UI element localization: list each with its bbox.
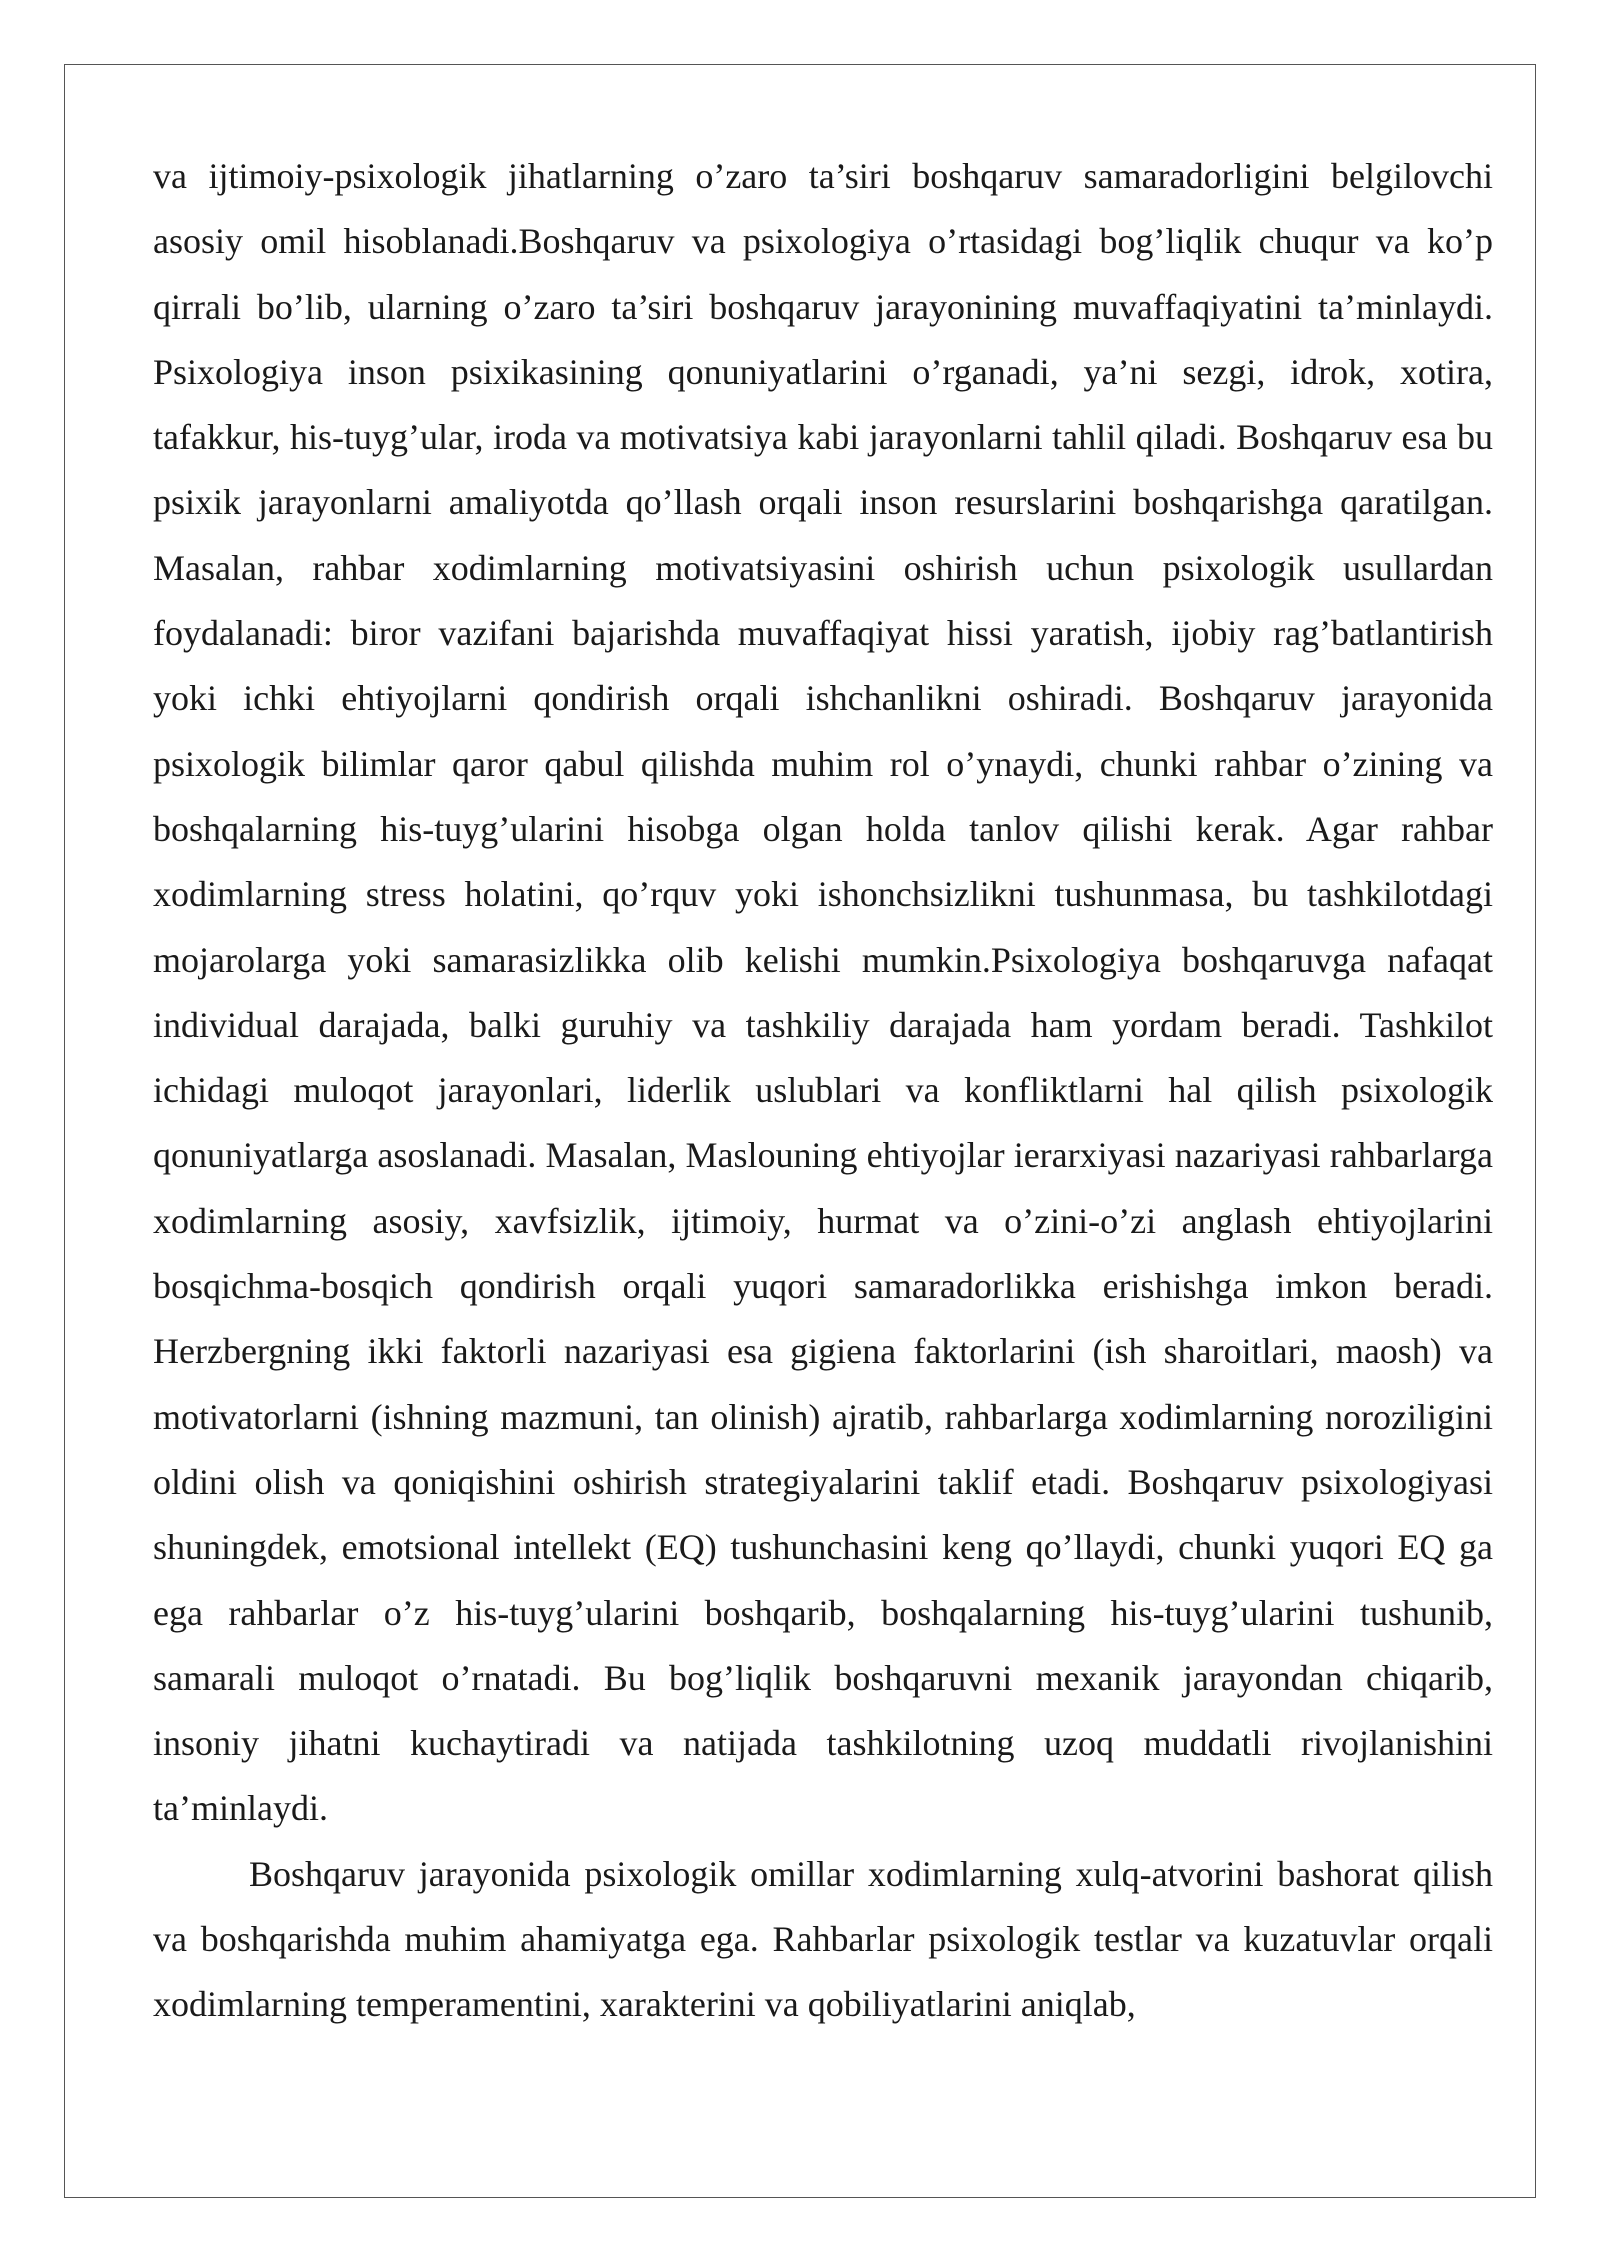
paragraph-1: va ijtimoiy-psixologik jihatlarning o’zaro ta’siri boshqaruv samaradorligini belgilovchi asosiy omil hisoblanadi.Boshqaruv va psixologiya o’rtasidagi bog’liqlik chuqur va ko’p qirrali bo’lib, ularning o’zaro ta’siri boshqaruv jarayonining muvaffaqiyatini ta’minlaydi. Psixologiya inson psixikasining qonuniyatlarini o’rganadi, ya’ni sezgi, idrok, xotira, tafakkur, his-tuyg’ular, iroda va motivatsiya kabi jarayonlarni tahlil qiladi. Boshqaruv esa bu psixik jarayonlarni amaliyotda qo’llash orqali inson resurslarini boshqarishga qaratilgan. Masalan, rahbar xodimlarning motivatsiyasini oshirish uchun psixologik usullardan foydalanadi: biror vazifani bajarishda muvaffaqiyat hissi yaratish, ijobiy rag’batlantirish yoki ichki ehtiyojlarni qondirish orqali ishchanlikni oshiradi. Boshqaruv jarayonida psixologik bilimlar qaror qabul qilishda muhim rol o’ynaydi, chunki rahbar o’zining va boshqalarning his-tuyg’ularini hisobga olgan holda tanlov qilishi kerak. Agar rahbar xodimlarning stress holatini, qo’rquv yoki ishonchsizlikni tushunmasa, bu tashkilotdagi mojarolarga yoki samarasizlikka olib kelishi mumkin.Psixologiya boshqaruvga nafaqat individual darajada, balki guruhiy va tashkiliy darajada ham yordam beradi. Tashkilot ichidagi muloqot jarayonlari, liderlik uslublari va konfliktlarni hal qilish psixologik qonuniyatlarga asoslanadi. Masalan, Maslouning ehtiyojlar ierarxiyasi nazariyasi rahbarlarga xodimlarning asosiy, xavfsizlik, ijtimoiy, hurmat va o’zini-o’zi anglash ehtiyojlarini bosqichma-bosqich qondirish orqali yuqori samaradorlikka erishishga imkon beradi. Herzbergning ikki faktorli nazariyasi esa gigiena faktorlarini (ish sharoitlari, maosh) va motivatorlarni (ishning mazmuni, tan olinish) ajratib, rahbarlarga xodimlarning noroziligini oldini olish va qoniqishini oshirish strategiyalarini taklif etadi. Boshqaruv psixologiyasi shuningdek, emotsional intellekt (EQ) tushunchasini keng qo’llaydi, chunki yuqori EQ ga ega rahbarlar o’z his-tuyg’ularini boshqarib, boshqalarning his-tuyg’ularini tushunib, samarali muloqot o’rnatadi. Bu bog’liqlik boshqaruvni mexanik jarayondan chiqarib, insoniy jihatni kuchaytiradi va natijada tashkilotning uzoq muddatli rivojlanishini ta’minlaydi.	[153, 156, 1493, 1829]
paragraph-2: Boshqaruv jarayonida psixologik omillar xodimlarning xulq-atvorini bashorat qilish va boshqarishda muhim ahamiyatga ega. Rahbarlar psixologik testlar va kuzatuvlar orqali xodimlarning temperamentini, xarakterini va qobiliyatlarini aniqlab,	[153, 1853, 1493, 2025]
document-body	[153, 144, 1493, 2038]
